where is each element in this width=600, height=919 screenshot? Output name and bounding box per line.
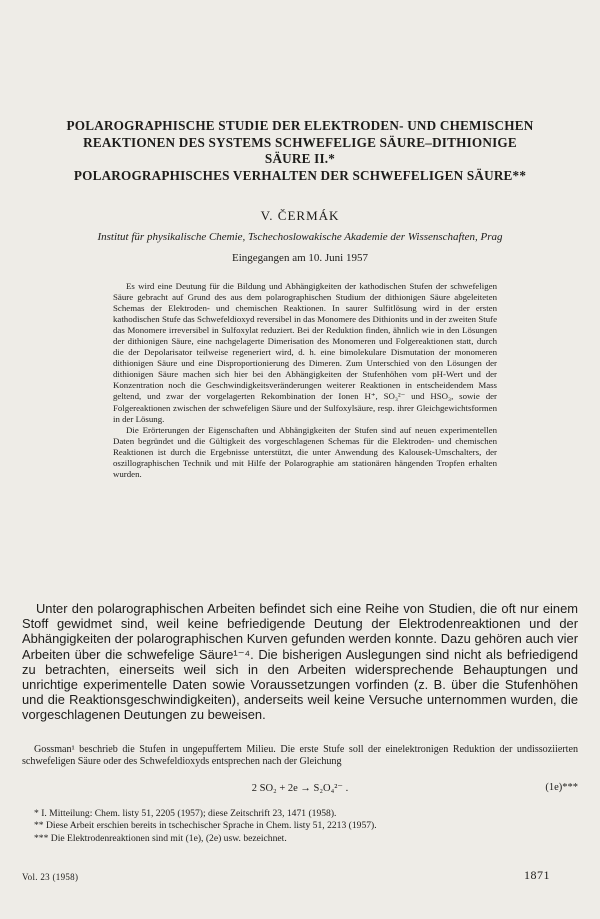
footnotes (22, 808, 578, 845)
author-name: V. ČERMÁK (260, 208, 340, 223)
author-institute: Institut für physikalische Chemie, Tschechoslowakische Akademie der Wissenschaften, Prag (97, 231, 503, 243)
footnote-2: ** Diese Arbeit erschien bereits in tschechischer Sprache in Chem. listy 51, 2213 (1957). (34, 820, 377, 832)
footnote-1: * I. Mitteilung: Chem. listy 51, 2205 (1957); diese Zeitschrift 23, 1471 (1958). (34, 808, 337, 819)
equation-1e (22, 782, 578, 796)
abstract-paragraph-2: Die Erörterungen der Eigenschaften und Abhängigkeiten der Stufen sind auf neuen experimentellen Daten begründet und die Gültigkeit des vorgeschlagenen Schemas für die Elektroden- und chemischen Reaktionen ist durch die Ergebnisse unterstützt, die unter Anwendung des Kalousek-Umschalters, der oszillographischen Technik und mit Hilfe der Polarographie am stationären hängenden Tropfen erhalten wurden. (113, 424, 497, 479)
article-title (28, 118, 572, 184)
title-line-4: POLAROGRAPHISCHES VERHALTEN DER SCHWEFELIGEN SÄURE** (73, 167, 527, 183)
body-paragraph-intro: Unter den polarographischen Arbeiten befindet sich eine Reihe von Studien, die oft nur einem Stoff gewidmet sind, weil keine befriedigende Deutung der Elektrodenreaktionen und der Abhängigkeiten der polarographischen Kurven gefunden werden konnte. Dazu gehören auch vier Arbeiten über die schwefelige Säure¹⁻⁴. Die bisherigen Auslegungen sind nicht als befriedigend zu betrachten, einerseits weil sich in den Arbeiten widersprechende Behauptungen und unrichtige experimentelle Daten sowie Voraussetzungen vorfinden (z. B. über die Stufenhöhen und die Reaktionsgeschwindigkeiten), anderseits weil keine Versuche unternommen wurden, die vorgeschlagenen Deutungen zu beweisen. (22, 601, 578, 723)
body-paragraph-gossman: Gossman¹ beschrieb die Stufen in ungepuffertem Milieu. Die erste Stufe soll der einelektronigen Reduktion der undissoziierten schwefeligen Säure oder des Schwefeldioxyds entsprechen nach der Gleichung (22, 744, 578, 768)
abstract (113, 281, 497, 480)
footnote-3: *** Die Elektrodenreaktionen sind mit (1e), (2e) usw. bezeichnet. (34, 832, 287, 844)
equation-formula: 2 SO₂ + 2e → S₂O₄²⁻ . (251, 783, 349, 794)
abstract-paragraph-1: Es wird eine Deutung für die Bildung und Abhängigkeiten der kathodischen Stufen der schwefeligen Säure gebracht auf Grund des aus dem polarographischen Studium der dithionigen Säure abgeleiteten Schemas der Elektroden- und chemischen Reaktionen. In saurer Sulfitlösung wird in der ersten kathodischen Stufe das Schwefeldioxyd reversibel in das Monomere des Dithionits und in der zweiten Stufe das Monomere irreversibel in Sulfoxylat reduziert. Bei der Reduktion finden, ähnlich wie in den Lösungen der dithionigen Säure, eine nachgelagerte Dimerisation des Monomeren und Folgereaktionen statt, durch die der Depolarisator teilweise regeneriert wird, d. h. eine bimolekulare Dismutation der monomeren dithionigen Säure und eine Disproportionierung des Dimeren. Zum Unterschied von den Lösungen der dithionigen Säure machen sich hier bei den Abhängigkeiten der Stufenhöhen vom pH-Wert und der Konzentration noch die Geschwindigkeitsveränderungen weiterer Reaktionen in entscheidendem Mass geltend, und zwar der vorgelagerten Rekombination der Ionen H⁺, SO₃²⁻ und HSO₃, sowie der Folgereaktionen zwischen der schwefeligen Säure und der Sulfoxylsäure, resp. ihrer Gleichgewichtsformen in der Lösung. (113, 281, 497, 424)
title-line-2: REAKTIONEN DES SYSTEMS SCHWEFELIGE SÄURE–DITHIONIGE (83, 134, 517, 150)
page-number: 1871 (524, 868, 550, 882)
equation-label: (1e)*** (545, 782, 578, 793)
title-line-3: SÄURE II.* (264, 151, 336, 167)
journal-volume: Vol. 23 (1958) (22, 872, 79, 882)
title-line-1: POLAROGRAPHISCHE STUDIE DER ELEKTRODEN- UND CHEMISCHEN (66, 118, 534, 133)
received-date: Eingegangen am 10. Juni 1957 (232, 252, 368, 264)
